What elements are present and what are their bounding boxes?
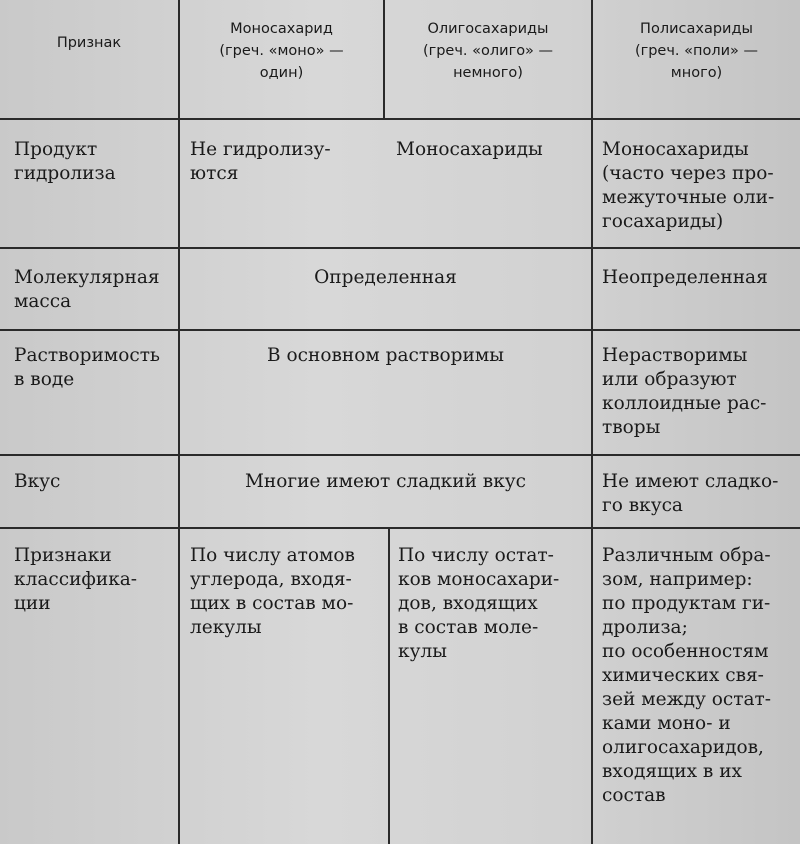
row-divider-solubility [0,454,800,456]
header-feature: Признак [56,35,122,51]
row-hydrolysis-oligo: Моносахариды [396,139,543,160]
row-solubility-mono-oligo: В основном растворимы [267,345,504,366]
row-divider-taste [0,527,800,529]
row-classification-poly: Различным обра- зом, например: по продуктам ги- дролиза; по особенностям химических свя- зей между остат- ками моно- и олигосахаридов, входящих в их состав [602,545,772,806]
row-mass-mono-oligo: Определенная [314,267,457,288]
row-mass-label: Молекулярная масса [14,267,160,312]
row-hydrolysis-poly: Моносахариды (часто через про- межуточные оли- госахариды) [602,139,775,232]
row-taste-label: Вкус [14,471,61,492]
header-mono: Моносахарид (греч. «моно» — один) [219,21,344,81]
row-divider-hydrolysis [0,247,800,249]
row-classification-mono: По числу атомов углерода, входя- щих в состав мо- лекулы [190,545,355,638]
row-mass-poly: Неопределенная [602,267,768,288]
row-classification-label: Признаки классифика- ции [14,545,138,614]
row-taste-poly: Не имеют сладко- го вкуса [602,471,779,516]
column-divider-3 [591,0,593,844]
column-divider-1 [178,0,180,844]
row-divider-header [0,118,800,120]
row-classification-oligo: По числу остат- ков моносахари- дов, входящих в состав моле- кулы [398,545,560,662]
row-solubility-label: Растворимость в воде [14,345,160,390]
row-taste-mono-oligo: Многие имеют сладкий вкус [244,471,526,492]
row-solubility-poly: Нерастворимы или образуют коллоидные рас- творы [602,345,767,438]
row-hydrolysis-label: Продукт гидролиза [14,139,116,184]
header-poly: Полисахариды (греч. «поли» — много) [634,21,759,81]
row-hydrolysis-mono: Не гидролизу- ются [190,139,331,184]
row-divider-mass [0,329,800,331]
column-divider-2-bottom [388,528,390,844]
header-oligo: Олигосахариды (греч. «олиго» — немного) [422,21,554,81]
